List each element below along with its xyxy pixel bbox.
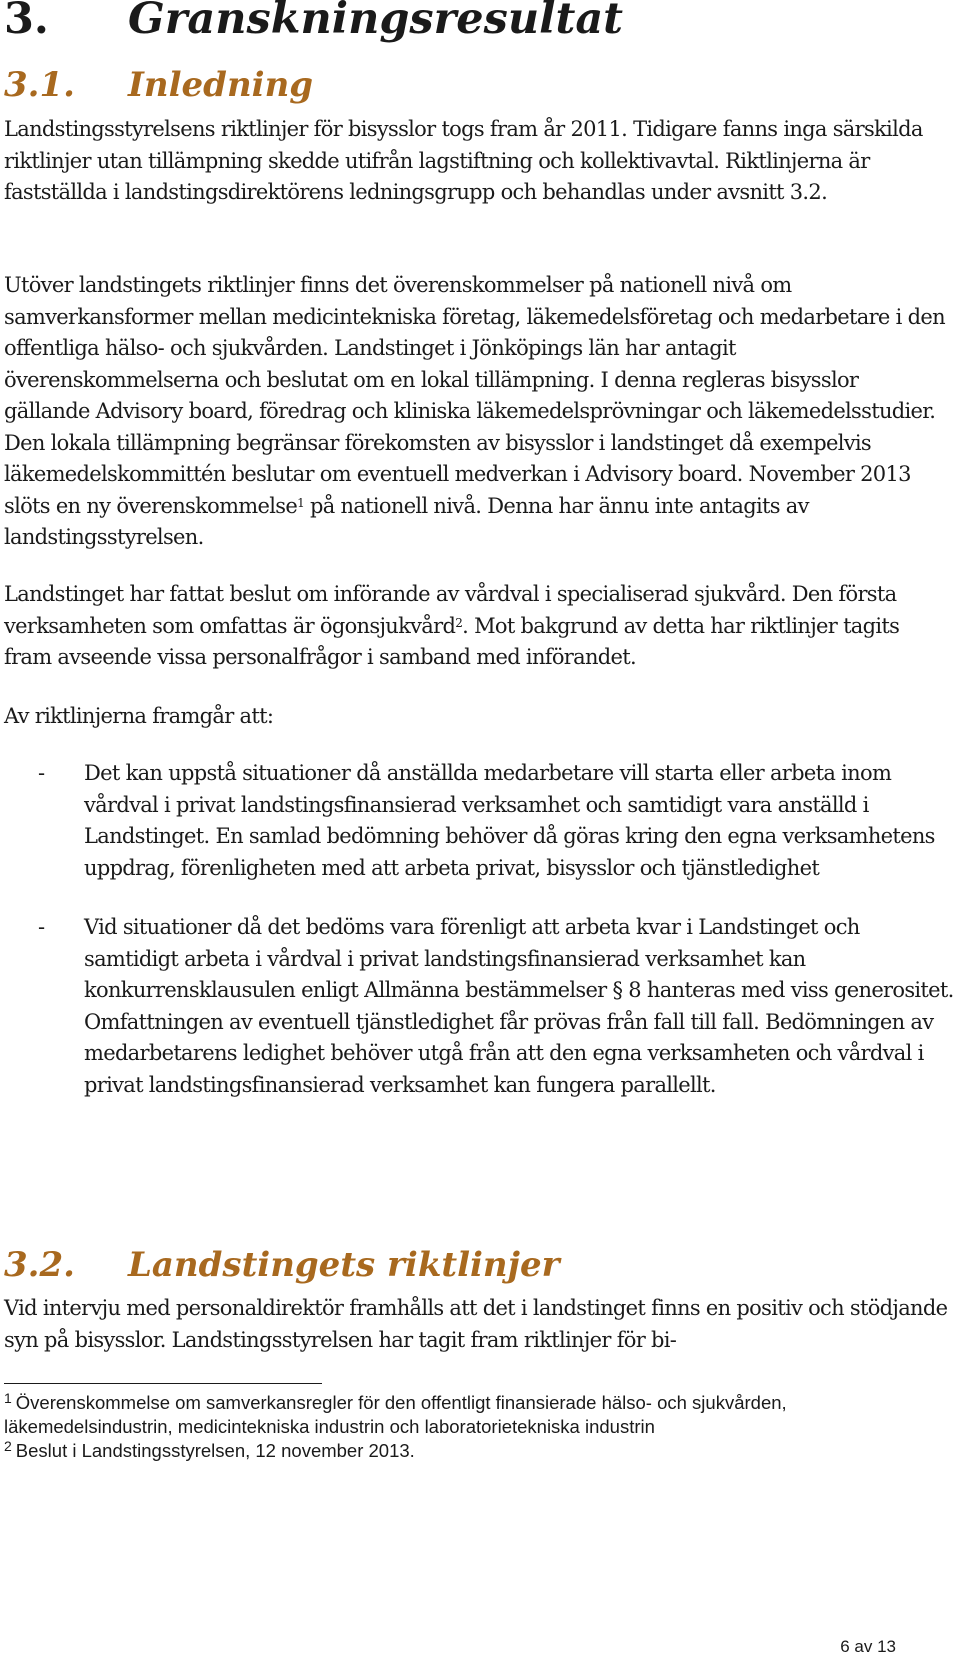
paragraph-agreements-text-b: på nationell nivå. Denna har ännu inte antagits av landstingsstyrelsen.	[4, 493, 809, 549]
section-heading-3-2	[4, 1245, 560, 1285]
list-bullet: -	[38, 761, 46, 785]
chapter-number: 3.	[4, 0, 49, 44]
list-item-text: Vid situationer då det bedöms vara förenligt att arbeta kvar i Landstinget och samtidigt arbeta i vårdval i privat landstingsfinansierad verksamhet kan konkurrensklausulen enligt Allmänna bestämmelser § 8 hanteras med viss generositet. Omfattningen av eventuell tjänstledighet får prövas från fall till fall. Bedömningen av medarbetarens ledighet behöver utgå från att den egna verksamheten och vårdval i privat landstingsfinansierad verksamhet kan fungera parallellt.	[84, 915, 954, 1097]
footnote-number: 1	[4, 1390, 12, 1406]
footnote-text: Beslut i Landstingsstyrelsen, 12 november 2013.	[15, 1440, 415, 1461]
section-title: Landstingets riktlinjer	[128, 1245, 560, 1285]
paragraph-intro: Landstingsstyrelsens riktlinjer för bisysslor togs fram år 2011. Tidigare fanns inga särskilda riktlinjer utan tillämpning skedde utifrån lagstiftning och kollektivavtal. Riktlinjerna är fastställda i landstingsdirektörens ledningsgrupp och behandlas under avsnitt 3.2.	[4, 117, 923, 204]
footnote-ref-2: 2	[455, 615, 463, 630]
paragraph-care-choice	[4, 579, 949, 674]
list-item	[0, 758, 954, 884]
chapter-title: Granskningsresultat	[128, 0, 624, 44]
list-item-text: Det kan uppstå situationer då anställda medarbetare vill starta eller arbeta inom vårdval i privat landstingsfinansierad verksamhet och samtidigt vara anställd i Landstinget. En samlad bedömning behöver då göras kring den egna verksamhetens uppdrag, förenligheten med att arbeta privat, bisysslor och tjänstledighet	[84, 761, 935, 880]
chapter-heading	[4, 0, 623, 44]
paragraph-agreements	[4, 270, 949, 554]
guideline-list	[0, 758, 954, 1129]
paragraph-care-choice-text-b: . Mot bakgrund av detta har riktlinjer tagits fram avseende vissa personalfrågor i samband med införandet.	[4, 613, 900, 669]
page-number: 6 av 13	[840, 1637, 896, 1656]
section-number: 3.2.	[4, 1245, 75, 1285]
list-bullet: -	[38, 915, 46, 939]
section-title: Inledning	[128, 65, 314, 105]
paragraph-interview: Vid intervju med personaldirektör framhålls att det i landstinget finns en positiv och stödjande syn på bisysslor. Landstingsstyrelsen har tagit fram riktlinjer för bi-	[4, 1296, 948, 1352]
footnote-number: 2	[4, 1438, 12, 1454]
footnotes	[4, 1391, 904, 1463]
section-heading-3-1	[4, 65, 313, 105]
footnote-1	[4, 1391, 904, 1439]
paragraph-agreements-text-a: Utöver landstingets riktlinjer finns det överenskommelser på nationell nivå om samverkansformer mellan medicintekniska företag, läkemedelsföretag och medarbetare i den offentliga hälso- och sjukvården. Landstinget i Jönköpings län har antagit överenskommelserna och beslutat om en lokal tillämpning. I denna regleras bisysslor gällande Advisory board, föredrag och kliniska läkemedelsprövningar och läkemedelsstudier. Den lokala tillämpning begränsar förekomsten av bisysslor i landstinget då exempelvis läkemedelskommittén beslutar om eventuell medverkan i Advisory board. November 2013 slöts en ny överenskommelse	[4, 273, 945, 518]
footnote-text: Överenskommelse om samverkansregler för den offentligt finansierade hälso- och sjukvården, läkemedelsindustrin, medicintekniska industrin och laboratorietekniska industrin	[4, 1392, 787, 1437]
paragraph-list-intro: Av riktlinjerna framgår att:	[4, 704, 274, 728]
footnote-separator	[4, 1383, 322, 1384]
footnote-ref-1: 1	[297, 495, 305, 510]
paragraph-care-choice-text-a: Landstinget har fattat beslut om införande av vårdval i specialiserad sjukvård. Den första verksamheten som omfattas är ögonsjukvård	[4, 582, 897, 638]
section-number: 3.1.	[4, 65, 75, 105]
list-item	[0, 912, 954, 1101]
footnote-2	[4, 1439, 904, 1463]
